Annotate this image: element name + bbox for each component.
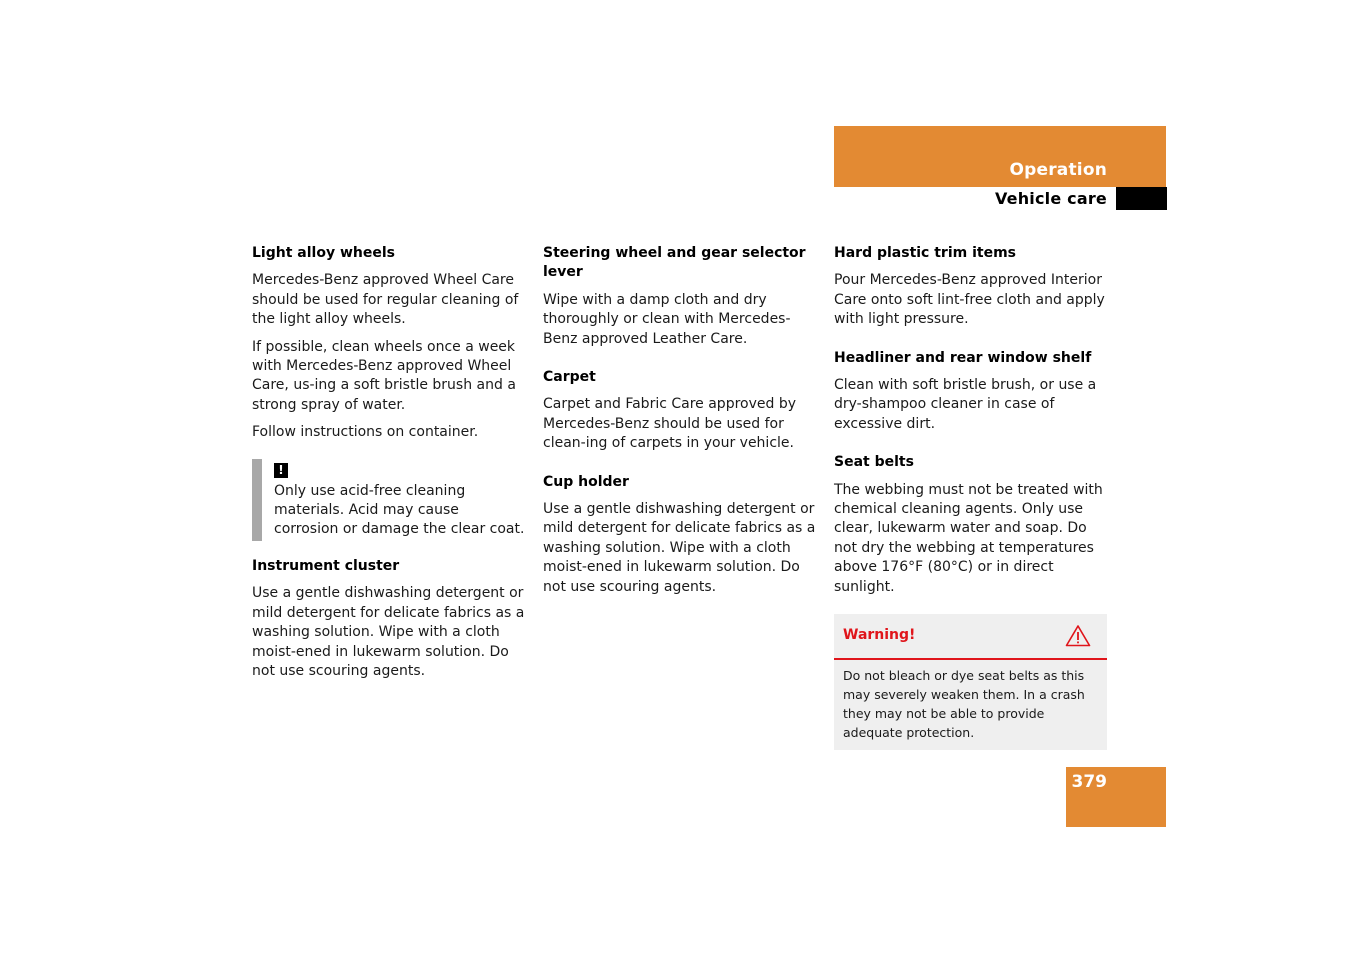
- section-paragraph: The webbing must not be treated with chemical cleaning agents. Only use clear, lukewarm water and soap. Do not dry the webbing at temperatures above 176°F (80°C) or in direct sunlight.: [834, 481, 1103, 595]
- section-title: Operation: [1009, 160, 1107, 180]
- section-heading: Carpet: [543, 369, 596, 386]
- section-light-alloy-wheels: [252, 244, 527, 443]
- section-heading: Headliner and rear window shelf: [834, 349, 1092, 366]
- section-paragraph: Carpet and Fabric Care approved by Mercedes-Benz should be used for clean-ing of carpets in your vehicle.: [543, 396, 797, 452]
- section-paragraph: If possible, clean wheels once a week with Mercedes-Benz approved Wheel Care, us-ing a soft bristle brush and a strong spray of water.: [252, 338, 516, 413]
- warning-header: [834, 614, 1107, 660]
- header-section-tab: [834, 126, 1166, 187]
- section-steering-wheel: [543, 244, 818, 349]
- section-hard-plastic-trim: [834, 244, 1109, 330]
- page-number-tab: [1066, 767, 1166, 827]
- subsection-title: Vehicle care: [994, 189, 1107, 208]
- section-seat-belts: [834, 453, 1109, 597]
- exclamation-icon: !: [274, 463, 288, 478]
- section-heading: Light alloy wheels: [252, 245, 395, 261]
- content-column-3: [834, 244, 1109, 750]
- header-marker-tab: [1116, 187, 1167, 210]
- section-headliner: [834, 349, 1109, 435]
- section-heading: Instrument cluster: [252, 557, 400, 574]
- section-paragraph: Mercedes-Benz approved Wheel Care should be used for regular cleaning of the light alloy wheels.: [252, 272, 519, 328]
- section-heading: Seat belts: [834, 454, 914, 471]
- notice-bar: [252, 459, 262, 541]
- warning-triangle-icon: [1065, 624, 1091, 647]
- section-instrument-cluster: [252, 557, 527, 681]
- section-paragraph: Pour Mercedes-Benz approved Interior Care onto soft lint-free cloth and apply with light pressure.: [834, 272, 1105, 328]
- notice-text: Only use acid-free cleaning materials. Acid may cause corrosion or damage the clear coat.: [274, 482, 525, 538]
- section-carpet: [543, 368, 818, 454]
- section-cup-holder: [543, 473, 818, 597]
- section-heading: Steering wheel and gear selector lever: [543, 245, 806, 281]
- warning-box: [834, 614, 1107, 750]
- section-heading: Hard plastic trim items: [834, 245, 1016, 261]
- content-column-2: [543, 244, 818, 605]
- notice-box: [252, 459, 527, 540]
- section-paragraph: Follow instructions on container.: [252, 424, 479, 441]
- content-column-1: [252, 244, 527, 689]
- section-paragraph: Clean with soft bristle brush, or use a dry-shampoo cleaner in case of excessive dirt.: [834, 377, 1097, 432]
- warning-title: Warning!: [843, 627, 916, 644]
- warning-text: Do not bleach or dye seat belts as this may severely weaken them. In a crash they may not be able to provide adequate protection.: [843, 668, 1085, 741]
- page-number: 379: [1071, 772, 1107, 792]
- section-heading: Cup holder: [543, 473, 629, 490]
- section-paragraph: Wipe with a damp cloth and dry thoroughly or clean with Mercedes-Benz approved Leather Care.: [543, 291, 791, 347]
- section-paragraph: Use a gentle dishwashing detergent or mild detergent for delicate fabrics as a washing solution. Wipe with a cloth moist-ened in lukewarm solution. Do not use scouring agents.: [252, 585, 525, 679]
- section-paragraph: Use a gentle dishwashing detergent or mild detergent for delicate fabrics as a washing solution. Wipe with a cloth moist-ened in lukewarm solution. Do not use scouring agents.: [543, 501, 816, 595]
